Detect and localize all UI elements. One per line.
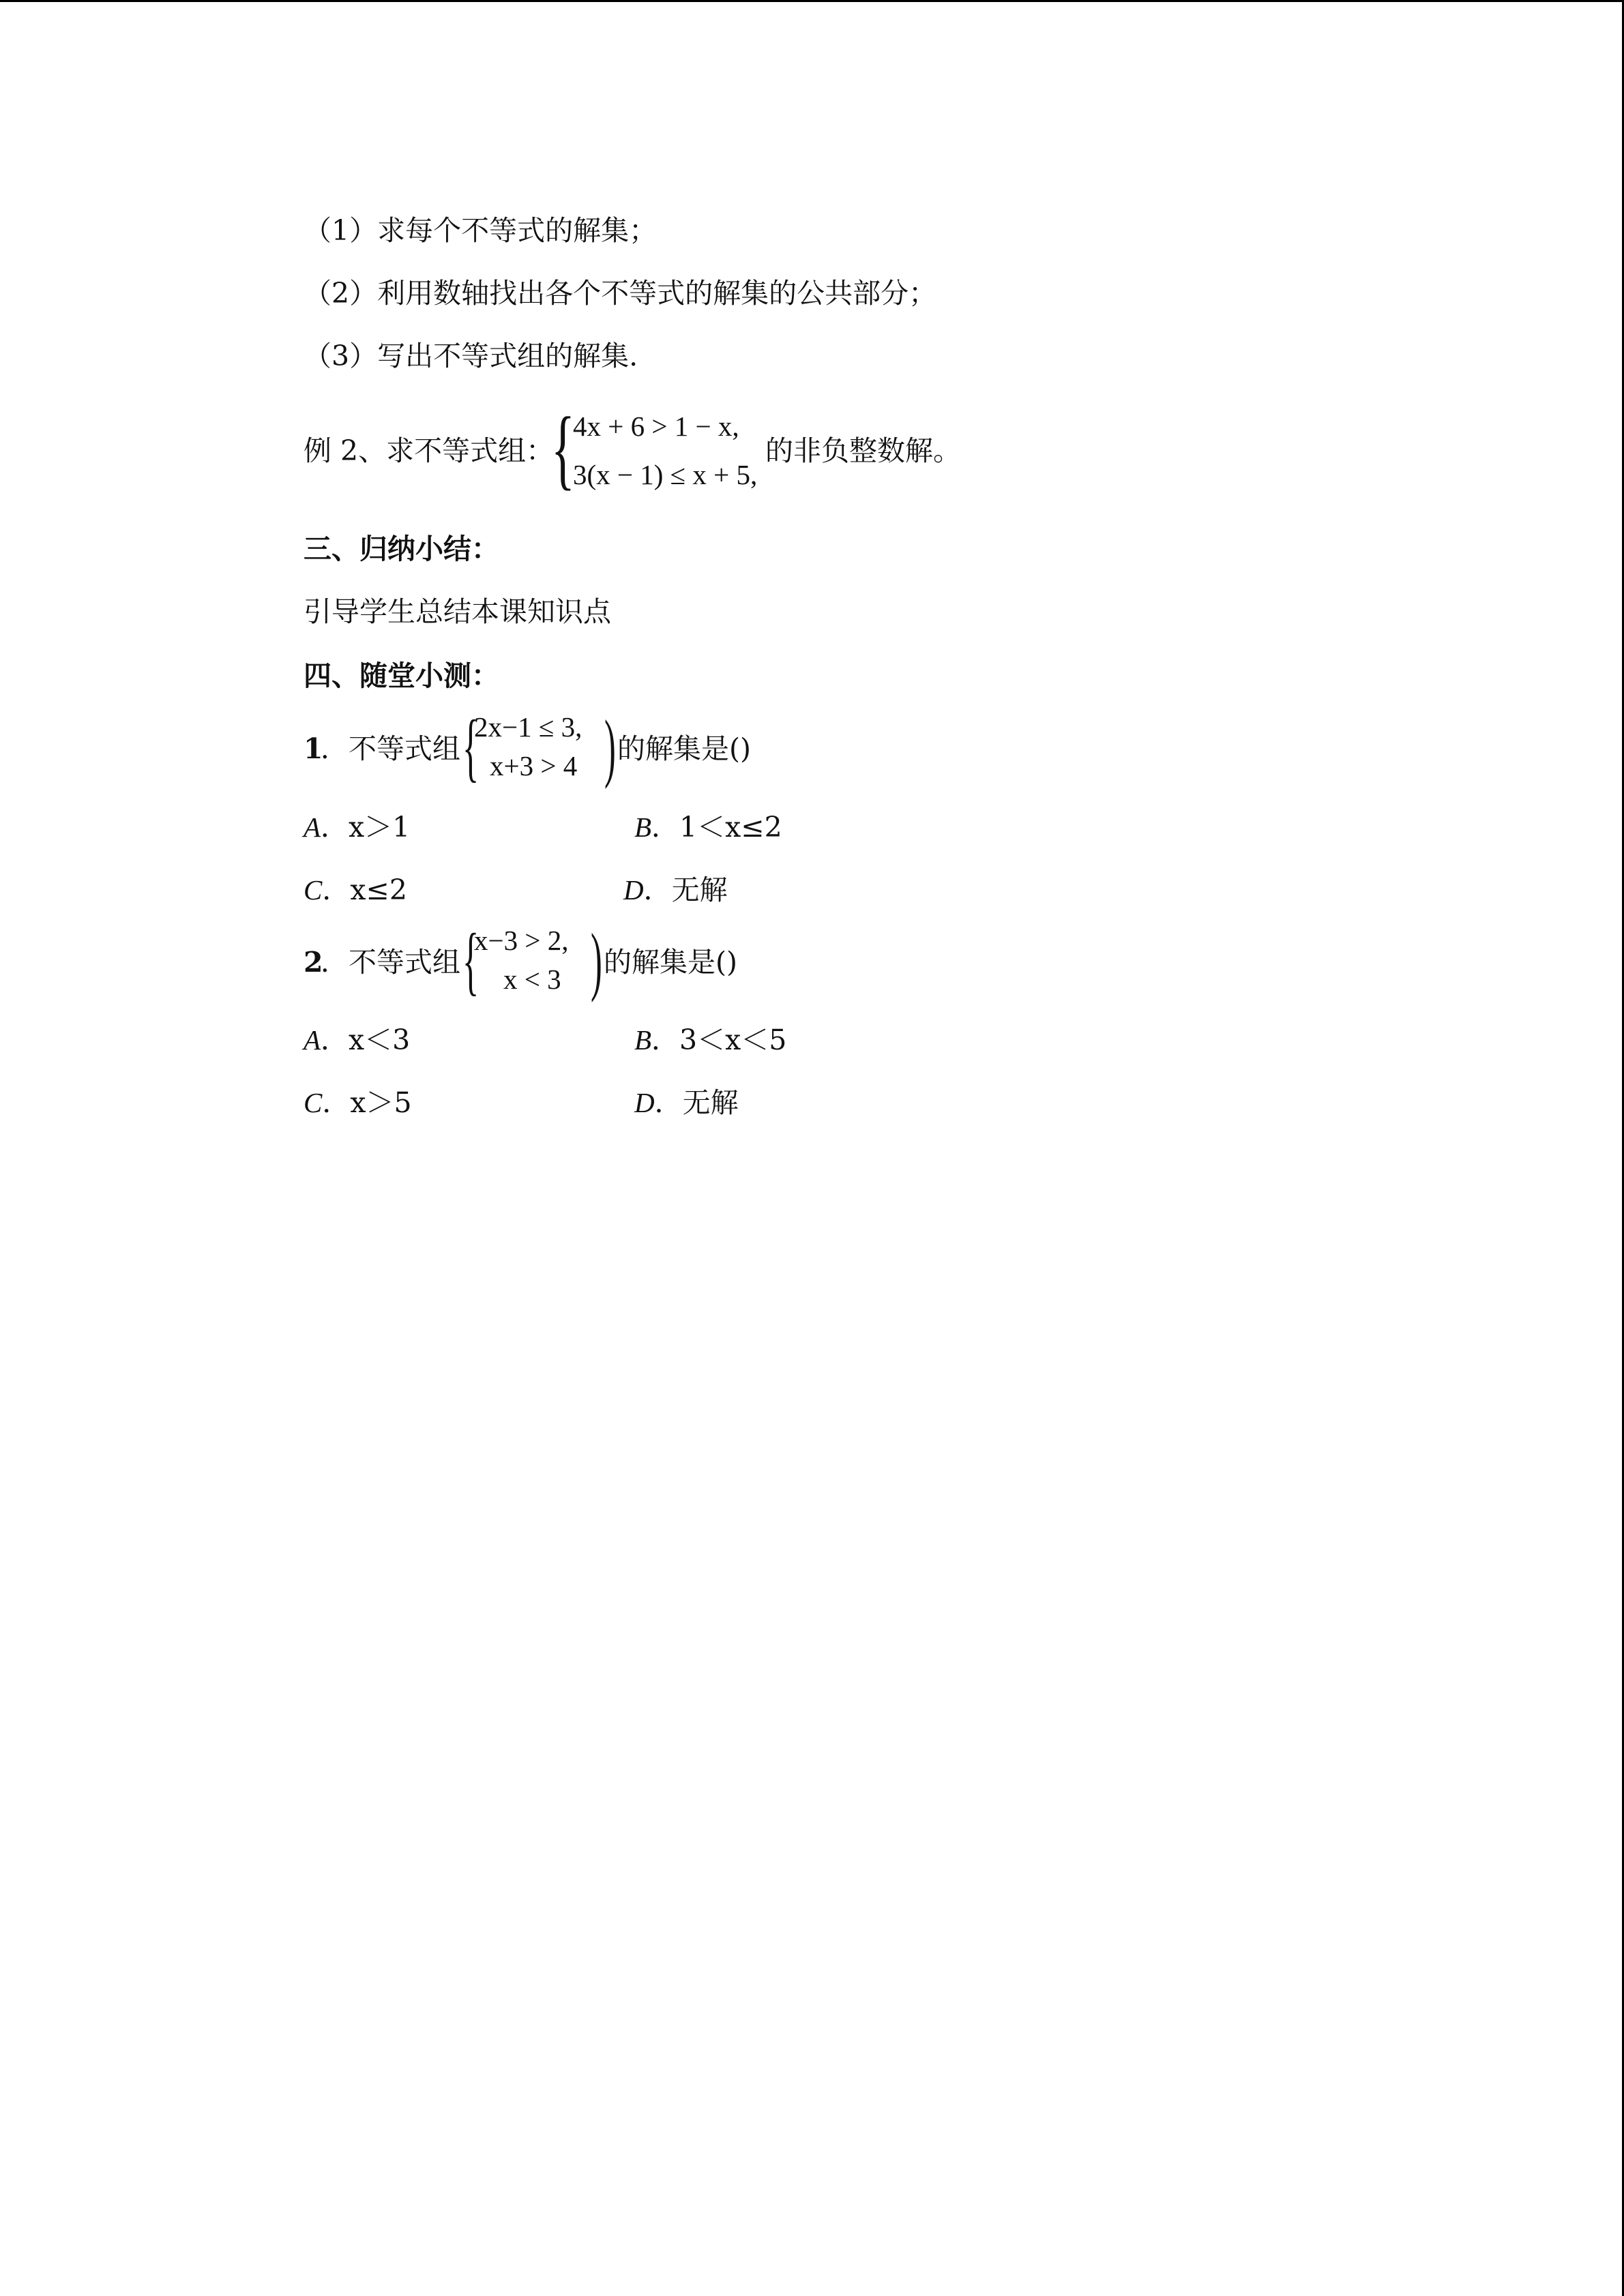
step-2: （2）利用数轴找出各个不等式的解集的公共部分； [304,277,937,310]
option-text: ．3＜x＜5 [651,1024,787,1056]
option-text: ．x＞1 [321,811,411,844]
question-2-prefix: ．不等式组 [321,946,460,979]
question-1-inequality-2: x+3 > 4 [490,750,578,781]
question-2-option-a [304,1026,410,1054]
option-text: ．x≤2 [322,874,407,906]
question-2-right-paren: ) [591,919,602,1003]
question-1-inequality-1: 2x−1 ≤ 3, [474,711,582,743]
page-border-top [0,0,1624,2]
option-letter: A [304,1024,321,1056]
option-text: ．x＞5 [322,1086,412,1119]
question-1-option-a [304,811,411,844]
example-2-suffix: 的非负整数解。 [765,434,961,467]
example-2-prefix: 例 2、求不等式组： [304,434,555,467]
option-text: ．x＜3 [321,1024,411,1056]
question-1-option-b [634,811,782,844]
question-1-suffix: 的解集是() [617,732,751,765]
question-2-option-d [634,1086,739,1119]
question-2-inequality-2: x < 3 [503,964,561,995]
question-2-option-c [304,1086,412,1119]
option-text: ．无解 [654,1086,739,1119]
question-2-inequality-1: x−3 > 2, [474,925,569,956]
example-2-brace: { [551,398,575,498]
step-3: （3）写出不等式组的解集. [304,340,638,372]
question-2-number: 2 [304,946,323,979]
question-2-suffix: 的解集是() [604,946,737,979]
step-1: （1）求每个不等式的解集； [304,214,658,247]
option-text: ．1＜x≤2 [651,811,782,844]
question-1-option-c [304,876,407,904]
question-1-left-brace: { [462,705,479,790]
question-1-right-paren: ) [604,705,616,790]
question-1-option-d [623,876,728,904]
question-1-number: 1 [304,732,323,765]
option-letter: A [304,811,321,843]
option-letter: D [634,1087,655,1118]
question-2-left-brace: { [462,919,479,1003]
option-letter: C [304,874,323,906]
example-2-inequality-1: 4x + 6 > 1 − x, [573,411,739,442]
section-4-heading: 四、随堂小测： [304,659,499,692]
option-letter: B [634,1024,652,1056]
option-letter: B [634,811,652,843]
section-3-heading: 三、归纳小结： [304,533,499,565]
option-letter: D [623,874,644,906]
question-2-option-b [634,1026,786,1054]
question-1-prefix: ．不等式组 [321,732,460,765]
section-3-text: 引导学生总结本课知识点 [304,595,611,628]
option-letter: C [304,1087,323,1118]
option-text: ．无解 [643,874,728,906]
example-2-inequality-2: 3(x − 1) ≤ x + 5, [573,459,758,490]
